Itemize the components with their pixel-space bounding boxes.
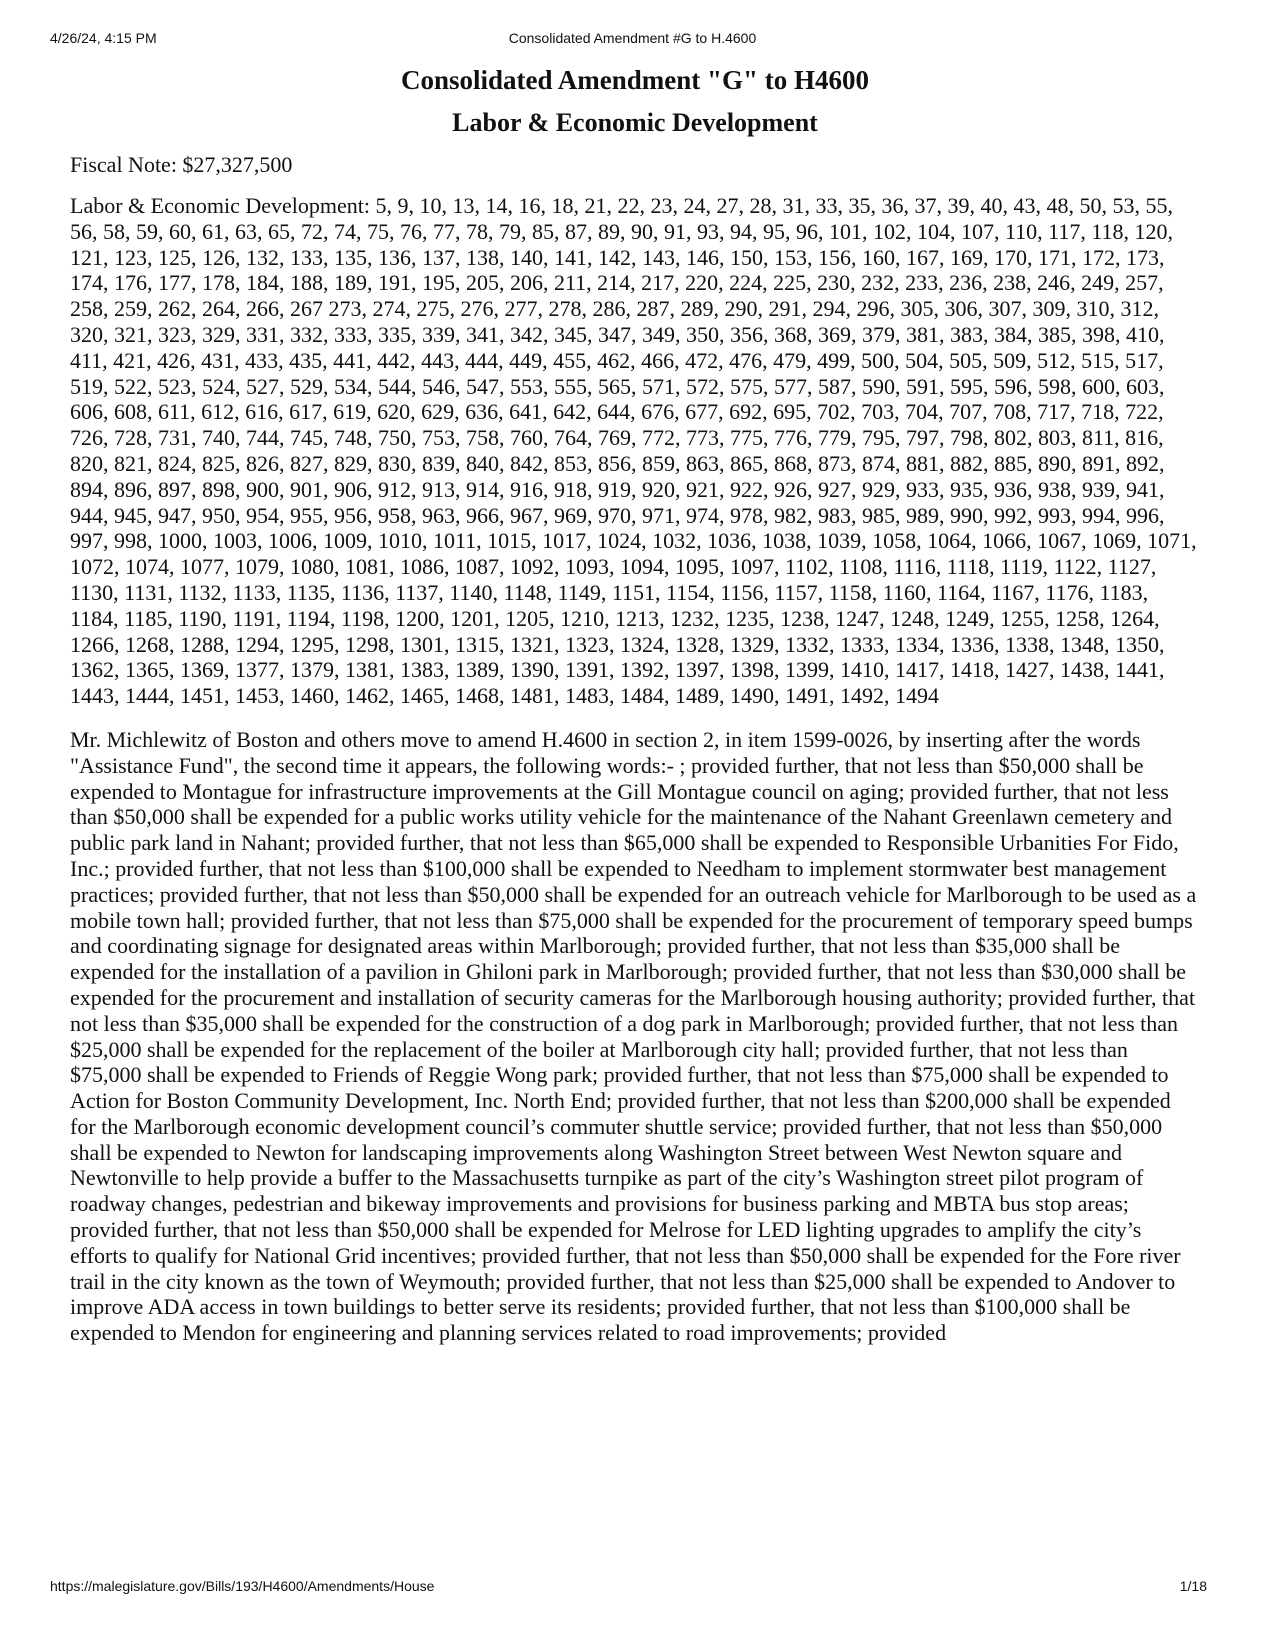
print-header [0,30,1265,50]
document-body [70,62,1200,1346]
fiscal-note: Fiscal Note: $27,327,500 [70,152,293,177]
print-datetime: 4/26/24, 4:15 PM [50,30,157,46]
document-title: Consolidated Amendment "G" to H4600 [400,65,869,95]
page-number: 1/18 [1179,1578,1207,1594]
print-url: https://malegislature.gov/Bills/193/H4600/Amendments/House [50,1578,435,1594]
amendment-number-list: Labor & Economic Development: 5, 9, 10, 13, 14, 16, 18, 21, 22, 23, 24, 27, 28, 31, 33, 35, 36, 37, 39, 40, 43, 48, 50, 53, 55, 56, 58, 59, 60, 61, 63, 65, 72, 74, 75, 76, 77, 78, 79, 85, 87, 89, 90, 91, 93, 94, 95, 96, 101, 102, 104, 107, 110, 117, 118, 120, 121, 123, 125, 126, 132, 133, 135, 136, 137, 138, 140, 141, 142, 143, 146, 150, 153, 156, 160, 167, 169, 170, 171, 172, 173, 174, 176, 177, 178, 184, 188, 189, 191, 195, 205, 206, 211, 214, 217, 220, 224, 225, 230, 232, 233, 236, 238, 246, 249, 257, 258, 259, 262, 264, 266, 267 273, 274, 275, 276, 277, 278, 286, 287, 289, 290, 291, 294, 296, 305, 306, 307, 309, 310, 312, 320, 321, 323, 329, 331, 332, 333, 335, 339, 341, 342, 345, 347, 349, 350, 356, 368, 369, 379, 381, 383, 384, 385, 398, 410, 411, 421, 426, 431, 433, 435, 441, 442, 443, 444, 449, 455, 462, 466, 472, 476, 479, 499, 500, 504, 505, 509, 512, 515, 517, 519, 522, 523, 524, 527, 529, 534, 544, 546, 547, 553, 555, 565, 571, 572, 575, 577, 587, 590, 591, 595, 596, 598, 600, 603, 606, 608, 611, 612, 616, 617, 619, 620, 629, 636, 641, 642, 644, 676, 677, 692, 695, 702, 703, 704, 707, 708, 717, 718, 722, 726, 728, 731, 740, 744, 745, 748, 750, 753, 758, 760, 764, 769, 772, 773, 775, 776, 779, 795, 797, 798, 802, 803, 811, 816, 820, 821, 824, 825, 826, 827, 829, 830, 839, 840, 842, 853, 856, 859, 863, 865, 868, 873, 874, 881, 882, 885, 890, 891, 892, 894, 896, 897, 898, 900, 901, 906, 912, 913, 914, 916, 918, 919, 920, 921, 922, 926, 927, 929, 933, 935, 936, 938, 939, 941, 944, 945, 947, 950, 954, 955, 956, 958, 963, 966, 967, 969, 970, 971, 974, 978, 982, 983, 985, 989, 990, 992, 993, 994, 996, 997, 998, 1000, 1003, 1006, 1009, 1010, 1011, 1015, 1017, 1024, 1032, 1036, 1038, 1039, 1058, 1064, 1066, 1067, 1069, 1071, 1072, 1074, 1077, 1079, 1080, 1081, 1086, 1087, 1092, 1093, 1094, 1095, 1097, 1102, 1108, 1116, 1118, 1119, 1122, 1127, 1130, 1131, 1132, 1133, 1135, 1136, 1137, 1140, 1148, 1149, 1151, 1154, 1156, 1157, 1158, 1160, 1164, 1167, 1176, 1183, 1184, 1185, 1190, 1191, 1194, 1198, 1200, 1201, 1205, 1210, 1213, 1232, 1235, 1238, 1247, 1248, 1249, 1255, 1258, 1264, 1266, 1268, 1288, 1294, 1295, 1298, 1301, 1315, 1321, 1323, 1324, 1328, 1329, 1332, 1333, 1334, 1336, 1338, 1348, 1350, 1362, 1365, 1369, 1377, 1379, 1381, 1383, 1389, 1390, 1391, 1392, 1397, 1398, 1399, 1410, 1417, 1418, 1427, 1438, 1441, 1443, 1444, 1451, 1453, 1460, 1462, 1465, 1468, 1481, 1483, 1484, 1489, 1490, 1491, 1492, 1494 [70,193,1197,709]
print-footer [0,1578,1265,1598]
print-doc-title: Consolidated Amendment #G to H.4600 [508,30,757,46]
document-subtitle: Labor & Economic Development [452,108,818,137]
amendment-text: Mr. Michlewitz of Boston and others move to amend H.4600 in section 2, in item 1599-0026, by inserting after the words "Assistance Fund", the second time it appears, the following words:- ; provided further, that not less than $50,000 shall be expended to Montague for infrastructure improvements at the Gill Montague council on aging; provided further, that not less than $50,000 shall be expended for a public works utility vehicle for the maintenance of the Nahant Greenlawn cemetery and public park land in Nahant; provided further, that not less than $65,000 shall be expended to Responsible Urbanities For Fido, Inc.; provided further, that not less than $100,000 shall be expended to Needham to implement stormwater best management practices; provided further, that not less than $50,000 shall be expended for an outreach vehicle for Marlborough to be used as a mobile town hall; provided further, that not less than $75,000 shall be expended for the procurement of temporary speed bumps and coordinating signage for designated areas within Marlborough; provided further, that not less than $35,000 shall be expended for the installation of a pavilion in Ghiloni park in Marlborough; provided further, that not less than $30,000 shall be expended for the procurement and installation of security cameras for the Marlborough housing authority; provided further, that not less than $35,000 shall be expended for the construction of a dog park in Marlborough; provided further, that not less than $25,000 shall be expended for the replacement of the boiler at Marlborough city hall; provided further, that not less than $75,000 shall be expended to Friends of Reggie Wong park; provided further, that not less than $75,000 shall be expended to Action for Boston Community Development, Inc. North End; provided further, that not less than $200,000 shall be expended for the Marlborough economic development council’s commuter shuttle service; provided further, that not less than $50,000 shall be expended to Newton for landscaping improvements along Washington Street between West Newton square and Newtonville to help provide a buffer to the Massachusetts turnpike as part of the city’s Washington street pilot program of roadway changes, pedestrian and bikeway improvements and provisions for business parking and MBTA bus stop areas; provided further, that not less than $50,000 shall be expended for Melrose for LED lighting upgrades to amplify the city’s efforts to qualify for National Grid incentives; provided further, that not less than $50,000 shall be expended for the Fore river trail in the city known as the town of Weymouth; provided further, that not less than $25,000 shall be expended to Andover to improve ADA access in town buildings to better serve its residents; provided further, that not less than $100,000 shall be expended to Mendon for engineering and planning services related to road improvements; provided [70,726,1197,1346]
